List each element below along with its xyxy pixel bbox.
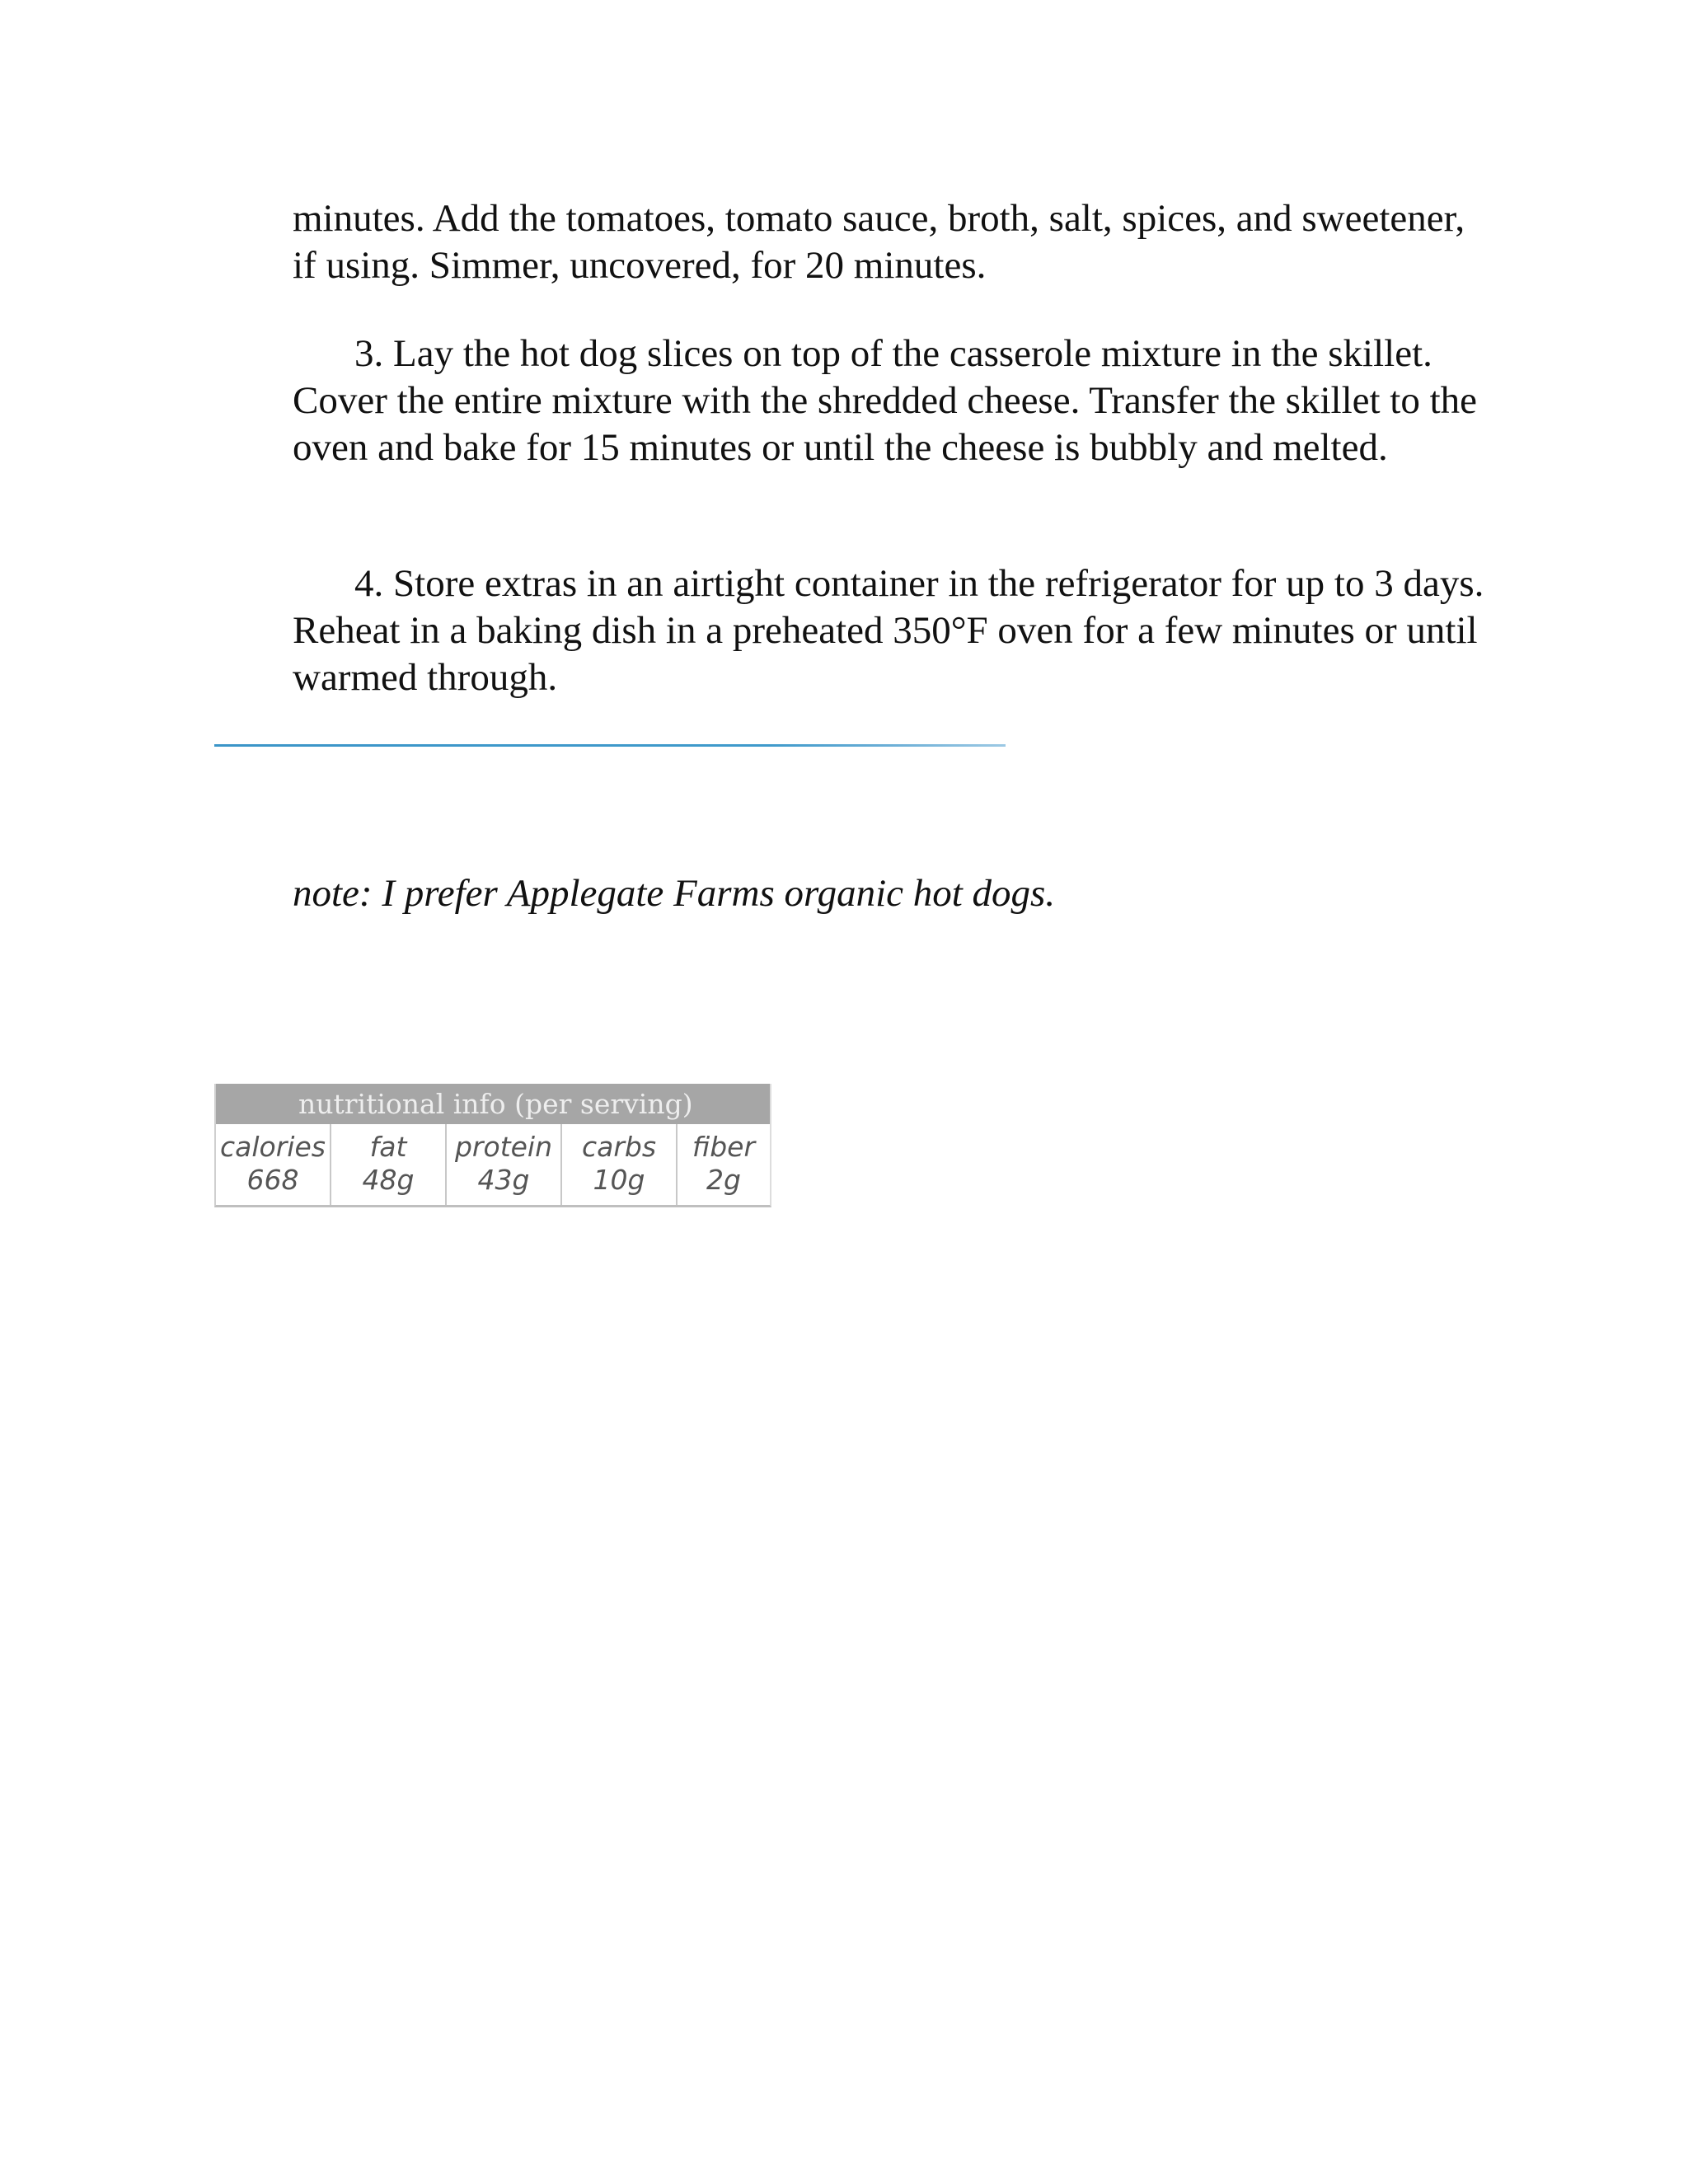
recipe-note: note: I prefer Applegate Farms organic hot dogs.: [293, 872, 1056, 915]
nutrition-cell-fat: [331, 1124, 447, 1205]
nutrition-value: 668: [246, 1164, 299, 1196]
nutrition-cell-protein: [447, 1124, 562, 1205]
step-2-continuation: minutes. Add the tomatoes, tomato sauce, broth, salt, spices, and sweetener, if using. Simmer, uncovered, for 20 minutes.: [293, 197, 1465, 287]
nutrition-value: 43g: [477, 1164, 530, 1196]
nutrition-cells: [216, 1124, 770, 1205]
nutrition-cell-calories: [216, 1124, 331, 1205]
step-3: 3. Lay the hot dog slices on top of the casserole mixture in the skillet. Cover the entire mixture with the shredded cheese. Transfer the skillet to the oven and bake for 15 minutes or until the cheese is bubbly and melted.: [293, 332, 1478, 469]
nutrition-cell-fiber: [678, 1124, 770, 1205]
section-divider: [214, 744, 1006, 747]
nutrition-label: carbs: [581, 1131, 657, 1163]
nutrition-value: 2g: [706, 1164, 741, 1196]
nutrition-label: fiber: [692, 1131, 756, 1163]
nutrition-title: nutritional info (per serving): [216, 1084, 770, 1124]
nutrition-value: 48g: [362, 1164, 415, 1196]
nutrition-table: [214, 1084, 771, 1207]
nutrition-label: protein: [454, 1131, 553, 1163]
nutrition-label: calories: [220, 1131, 326, 1163]
nutrition-label: fat: [369, 1131, 407, 1163]
nutrition-cell-carbs: [562, 1124, 678, 1205]
step-4: 4. Store extras in an airtight container in the refrigerator for up to 3 days. Reheat in a baking dish in a preheated 350°F oven for a few minutes or until warmed through.: [293, 562, 1484, 699]
nutrition-value: 10g: [593, 1164, 645, 1196]
